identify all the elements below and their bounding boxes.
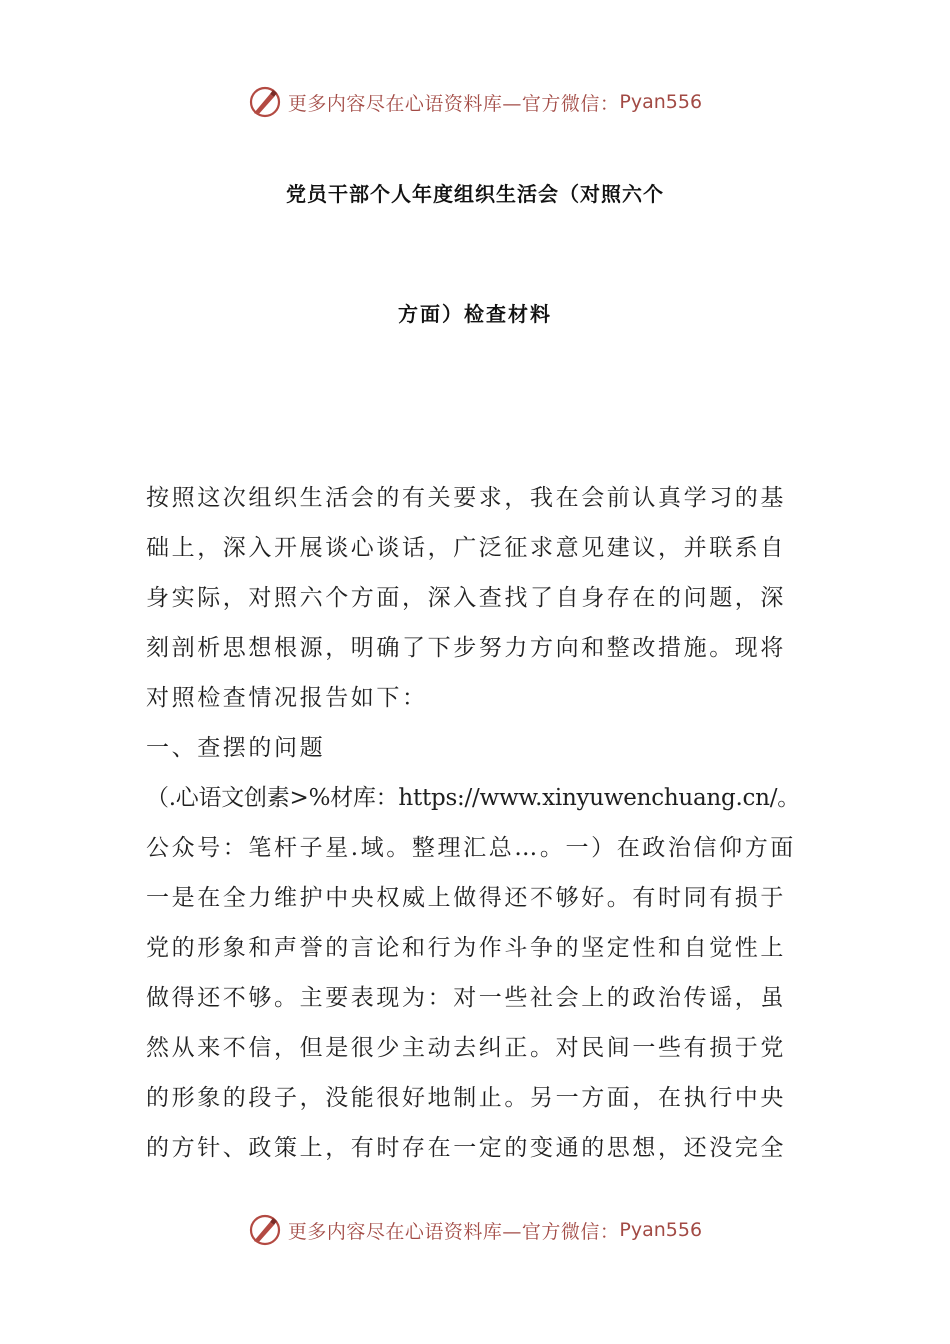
body-line: 的方针、政策上，有时存在一定的变通的思想，还没完全	[146, 1135, 786, 1161]
body-line: 身实际，对照六个方面，深入查找了自身存在的问题，深	[146, 585, 786, 611]
footer-banner	[0, 1210, 950, 1250]
body-line: 对照检查情况报告如下：	[146, 685, 428, 711]
pen-circle-logo-icon	[248, 85, 282, 119]
body-line: 一是在全力维护中央权威上做得还不够好。有时同有损于	[146, 885, 786, 911]
body-line: 然从来不信，但是很少主动去纠正。对民间一些有损于党	[146, 1035, 786, 1061]
document-title-line-2: 方面）检查材料	[398, 302, 552, 326]
body-line: （.心语文创素>%材库：https://www.xinyuwenchuang.cn/。	[146, 785, 800, 811]
body-line: 按照这次组织生活会的有关要求，我在会前认真学习的基	[146, 485, 786, 511]
banner-wechat-id: Pyan556	[619, 1219, 703, 1241]
document-title-line-1: 党员干部个人年度组织生活会（对照六个	[286, 182, 664, 206]
section-heading: 一、查摆的问题	[146, 735, 326, 761]
body-line: 刻剖析思想根源，明确了下步努力方向和整改措施。现将	[146, 635, 786, 661]
body-line: 党的形象和声誉的言论和行为作斗争的坚定性和自觉性上	[146, 935, 786, 961]
body-line: 础上，深入开展谈心谈话，广泛征求意见建议，并联系自	[146, 535, 786, 561]
banner-text: 更多内容尽在心语资料库—官方微信：	[287, 92, 620, 115]
body-line: 公众号：笔杆子星.域。整理汇总…。一）在政治信仰方面	[146, 835, 796, 861]
pen-circle-logo-icon	[248, 1213, 282, 1247]
banner-text: 更多内容尽在心语资料库—官方微信：	[287, 1220, 620, 1243]
header-banner	[0, 82, 950, 122]
body-line: 做得还不够。主要表现为：对一些社会上的政治传谣，虽	[146, 985, 786, 1011]
banner-wechat-id: Pyan556	[619, 91, 703, 113]
body-line: 的形象的段子，没能很好地制止。另一方面，在执行中央	[146, 1085, 786, 1111]
